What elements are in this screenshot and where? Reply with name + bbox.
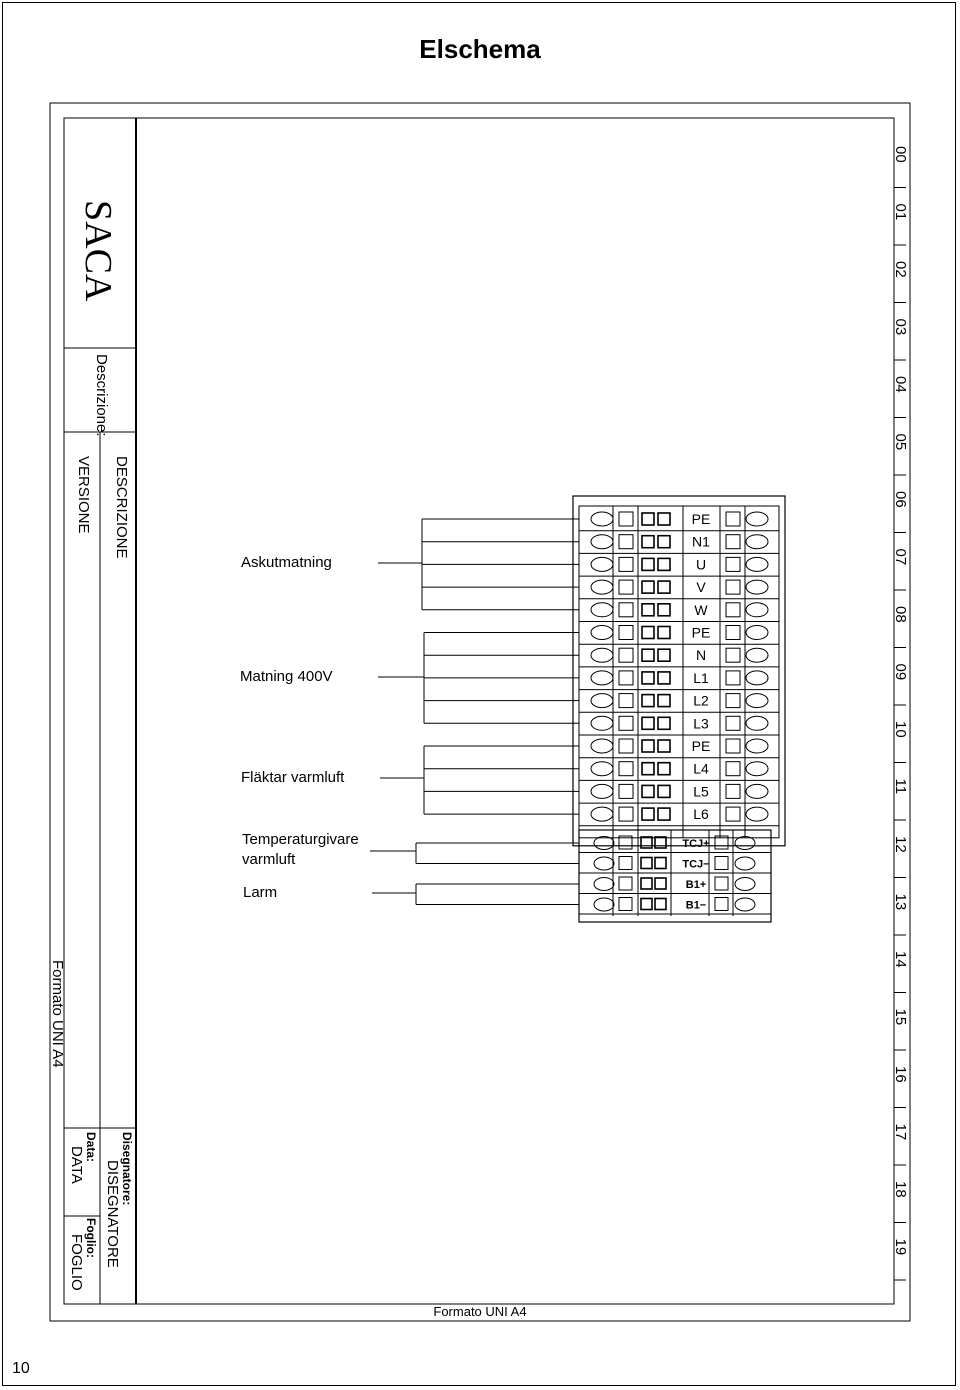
- column-number: 17: [892, 1123, 909, 1141]
- aux-terminal-row: [579, 898, 771, 915]
- terminal-label: L5: [693, 783, 709, 800]
- group-label-line: Matning 400V: [240, 668, 333, 685]
- group-label: [241, 554, 332, 571]
- aux-terminal-row: [579, 857, 771, 874]
- column-number: 16: [892, 1066, 909, 1083]
- aux-terminal-label: B1−: [685, 899, 707, 912]
- group-label: [243, 884, 277, 901]
- versione-value: VERSIONE: [75, 456, 92, 534]
- terminal-row: [579, 715, 779, 735]
- page-number: 10: [12, 1360, 30, 1377]
- column-number: 13: [892, 893, 909, 911]
- logo: SACA: [77, 200, 119, 302]
- terminal-label: L1: [693, 669, 709, 686]
- terminal-label: PE: [691, 738, 711, 754]
- column-number: 00: [892, 146, 909, 163]
- column-number: 07: [892, 548, 909, 566]
- group-labels: [240, 554, 359, 901]
- column-number: 19: [892, 1238, 909, 1256]
- terminal-row: [579, 511, 779, 531]
- terminal-row: [579, 602, 779, 622]
- terminal-label: U: [695, 556, 707, 573]
- foglio-label: Foglio:: [84, 1218, 98, 1258]
- terminal-label: L4: [693, 760, 709, 777]
- column-number: 12: [892, 836, 909, 853]
- terminal-row: [579, 579, 779, 599]
- column-number: 05: [892, 433, 909, 451]
- data-value: DATA: [68, 1146, 85, 1184]
- column-number: 18: [892, 1181, 909, 1198]
- terminal-row: [579, 806, 779, 826]
- column-number: 14: [892, 951, 909, 968]
- terminal-inner: [579, 506, 779, 838]
- terminal-row: [579, 534, 779, 554]
- terminal-block: [573, 496, 785, 922]
- column-number: 06: [892, 491, 909, 508]
- terminal-row: [579, 625, 779, 645]
- aux-terminal-label: TCJ−: [682, 858, 710, 871]
- wires: [370, 519, 579, 905]
- column-number: 09: [892, 663, 909, 681]
- descrizione-value: DESCRIZIONE: [113, 456, 130, 559]
- terminal-label: PE: [691, 624, 711, 641]
- terminal-label: PE: [691, 511, 711, 527]
- terminal-row: [579, 670, 779, 690]
- group-label: [242, 831, 359, 868]
- column-number: 03: [892, 318, 909, 336]
- group-label-line: varmluft: [242, 851, 296, 868]
- aux-terminal-row: [579, 877, 771, 894]
- foglio-value: FOGLIO: [68, 1234, 85, 1291]
- format-label-side: Formato UNI A4: [49, 960, 66, 1068]
- terminal-label: N: [695, 647, 707, 664]
- terminal-label: L3: [693, 715, 709, 732]
- sheet-border: [50, 103, 910, 1321]
- column-number: 11: [892, 778, 909, 795]
- column-number: 10: [892, 721, 909, 738]
- group-label-line: Larm: [243, 884, 278, 901]
- column-number: 02: [892, 261, 909, 278]
- column-number: 08: [892, 606, 909, 623]
- group-label: [241, 769, 345, 786]
- terminal-row: [579, 761, 779, 781]
- terminal-label: N1: [692, 533, 710, 550]
- aux-terminal-label: B1+: [685, 879, 707, 891]
- bottom-format-label: Formato UNI A4: [433, 1304, 527, 1319]
- column-number: 04: [892, 376, 909, 393]
- terminal-label: W: [694, 601, 708, 618]
- group-label-line: Temperaturgivare: [242, 831, 359, 848]
- terminal-row: [579, 556, 779, 576]
- descrizione-label: Descrizione:: [93, 354, 110, 437]
- data-label: Data:: [84, 1132, 98, 1163]
- disegnatore-value: DISEGNATORE: [104, 1160, 121, 1268]
- disegnatore-label: Disegnatore:: [120, 1132, 134, 1206]
- terminal-row: [579, 647, 779, 667]
- aux-terminal-housing: [579, 830, 771, 922]
- column-ruler: [892, 130, 909, 1280]
- page-title: Elschema: [419, 34, 541, 64]
- terminal-row: [579, 783, 779, 803]
- terminal-label: V: [696, 579, 706, 596]
- aux-terminal-row: [579, 836, 771, 853]
- group-label-line: Askutmatning: [241, 554, 332, 571]
- column-number: 01: [892, 203, 909, 221]
- group-label: [240, 668, 333, 685]
- terminal-row: [579, 738, 779, 758]
- terminal-row: [579, 693, 779, 713]
- terminal-label: L6: [693, 806, 709, 823]
- inner-frame: [64, 118, 894, 1304]
- aux-terminal-label: TCJ+: [682, 838, 710, 850]
- terminal-label: L2: [693, 692, 709, 709]
- column-number: 15: [892, 1008, 909, 1026]
- group-label-line: Fläktar varmluft: [241, 769, 345, 786]
